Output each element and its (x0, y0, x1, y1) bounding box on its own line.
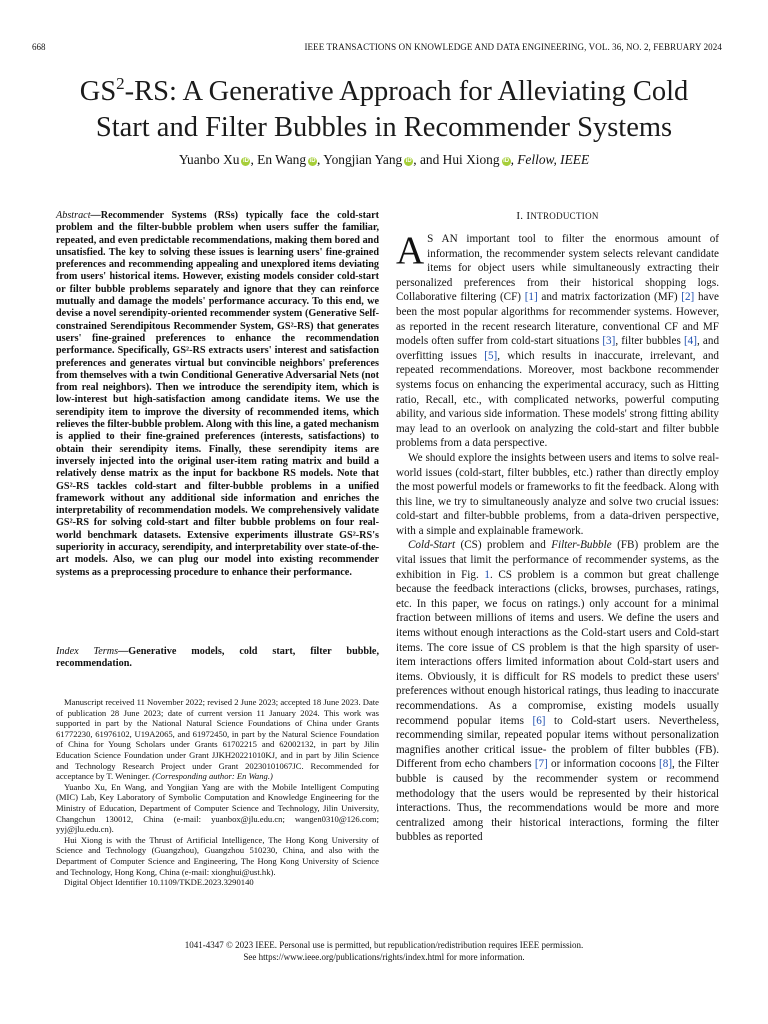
paragraph-text: and matrix factorization (MF) (537, 291, 682, 304)
footnote-corresponding: (Corresponding author: En Wang.) (152, 771, 273, 782)
section-number: I. (516, 210, 527, 222)
page-number: 668 (32, 42, 46, 52)
paragraph-text: have been the most popular algorithms for recommender systems. However, as reported in the recent research literature, conventional CF and MF models often suffer from cold-start situations (396, 291, 719, 348)
author-list (0, 152, 768, 168)
introduction-body (396, 229, 720, 845)
orcid-icon[interactable]: iD (405, 158, 412, 164)
citation-link[interactable]: [8] (659, 758, 673, 771)
paragraph (396, 229, 720, 451)
section-heading (396, 210, 719, 222)
paragraph: We should explore the insights between users and items to solve real-world issues (cold-start, filter bubbles, etc.) rather than directly employ the most powerful models or frameworks to fit the feedback. Along with this line, we try to simultaneously analyze and solve two crucial issues: cold-start and filter-bubble problems, from a data-driven perspective, with a simple and explainable framework. (396, 451, 720, 537)
orcid-icon[interactable]: iD (242, 158, 249, 164)
footnote-doi: Digital Object Identifier 10.1109/TKDE.2023.3290140 (64, 877, 254, 888)
title-line2: Start and Filter Bubbles in Recommender Systems (95, 112, 673, 143)
orcid-icon[interactable]: iD (309, 158, 316, 164)
author-name: , En Wang (250, 152, 307, 167)
paragraph-text: , the Filter bubble is caused by the recommender system or recommend methodology that the users would be represented by their historical interactions. Thus, the recommendations would be more and more centralized among their historical interactions, forming the filter bubbles as reported (396, 758, 719, 844)
citation-link[interactable]: [1] (524, 291, 538, 304)
citation-link[interactable]: [4] (683, 335, 697, 348)
author-name: , Yongjian Yang (317, 152, 403, 167)
copyright-footer (0, 940, 768, 963)
citation-link[interactable]: [3] (602, 335, 616, 348)
paragraph-text: (CS) problem and (455, 539, 552, 552)
paragraph-text: . CS problem is a common but great challenge because the feedback interactions (clicks, browses, purchases, ratings, etc. In this paper, we focus on ratings.) only account for a minimal fraction between millions of items and users. We define the users and items without enough interactions as the Cold-start users and Cold-start items. The core issue of CS problem is that the high sparsity of user-item interactions offers limited information about Cold-start users and items. Obviously, it is difficult for RS models to predict these users' preferences without enough historical ratings, thus leading to inaccurate recommendations. As a compromise, existing models usually recommend popular items (396, 568, 719, 727)
paragraph (396, 538, 719, 844)
term-cold-start: Cold-Start (408, 539, 456, 552)
footnotes (56, 697, 379, 888)
paragraph-text: (FB) problem are the vital issues that limit the performance of recommender systems, as the exhibition in Fig. (396, 539, 719, 581)
paper-title (0, 74, 768, 146)
paragraph-text: to Cold-start users. Nevertheless, recommending similar, repeated popular items without personalization magnifies another critical issue- the problem of filter bubbles (FB). Different from echo chambers (396, 714, 720, 771)
citation-link[interactable]: [7] (534, 758, 548, 771)
abstract-label: Abstract (56, 210, 91, 221)
paragraph-text: S AN important tool to filter the enormous amount of information, the recommender system selects relevant candidate items for object users while simultaneously extracting their personalized preferences from their historical shopping logs. Collaborative filtering (CF) (396, 233, 719, 304)
index-terms-label: Index Terms (56, 646, 119, 657)
index-terms (56, 646, 379, 671)
footnote-affiliation: Hui Xiong is with the Thrust of Artificial Intelligence, The Hong Kong University of Science and Technology (Guangzhou), Guangzhou 510230, China, and also with the Department of Computer Science and Engineering, The Hong Kong University of Science and Technology, Hong Kong, China (e-mail: xionghui@ust.hk). (56, 834, 379, 877)
section-heading-cap: I (526, 210, 531, 222)
paragraph-text: , and overfitting issues (396, 335, 720, 362)
citation-link[interactable]: [2] (681, 291, 695, 304)
citation-link[interactable]: [5] (484, 349, 498, 362)
journal-header: IEEE TRANSACTIONS ON KNOWLEDGE AND DATA ENGINEERING, VOL. 36, NO. 2, FEBRUARY 2024 (304, 42, 722, 52)
citation-link[interactable]: [6] (532, 714, 546, 727)
paragraph-text: , which results in inaccurate, irrelevant, and repeated recommendations. Moreover, most backbone recommender systems focus on enhancing the experimental accuracy, such as Hitting ratio, Recall, etc., with complicated networks, powerful computing ability, and various side information. These models' strong fitting ability may lead to an overlook on analyzing the cold-start and filter bubble problems from a data perspective. (396, 349, 719, 450)
index-terms-text: —Generative models, cold start, filter bubble, recommendation. (56, 646, 379, 670)
section-heading-smallcaps: NTRODUCTION (530, 211, 599, 221)
term-filter-bubble: Filter-Bubble (551, 539, 612, 552)
author-name: Yuanbo Xu (178, 152, 240, 167)
title-rest: -RS: A Generative Approach for Alleviating Cold (124, 76, 689, 107)
figure-link[interactable]: 1 (484, 568, 490, 581)
drop-cap: A (396, 229, 425, 272)
paragraph-text: or information cocoons (547, 758, 660, 771)
footnote-affiliation: Yuanbo Xu, En Wang, and Yongjian Yang are with the Mobile Intelligent Computing (MIC) Lab, Key Laboratory of Symbolic Computation and Knowledge Engineering for the Ministry of Education, Department of Computer Science and Technology, Jilin University, Changchun 130012, China (e-mail: yuanbox@jlu.edu.cn; wangen0310@126.com; yyj@jlu.edu.cn). (56, 781, 379, 835)
author-name: , and Hui Xiong (413, 152, 500, 167)
author-fellow: , Fellow, IEEE (510, 152, 590, 167)
title-prefix: GS (79, 76, 117, 107)
abstract-text: —Recommender Systems (RSs) typically face the cold-start problem and the filter-bubble problem when users suffer the familiar, repeated, and even predictable recommendations, making them bored and unsatisfied. The key to solving these issues is learning users' fine-grained preferences and recommending appealing and unexplored items deviating from users' historical items. However, existing models consider cold-start or filter bubble problems separately and ignore that they can reinforce mutually and damage the models' performance accuracy. To this end, we devise a novel serendipity-oriented recommender system (Generative Self-constrained Serendipitous Recommender System, GS²-RS) that generates users' fine-grained preferences to enhance the recommendation performance. Specifically, GS²-RS extracts users' interest and satisfaction preferences and generates virtual but convincible neighbors' preferences from themselves with a twin Conditional Generative Adversarial Nets (not from real neighbors). Then we introduce the serendipity item, which is low-interest but high-satisfaction among candidate items. We use the serendipity item to improve the diversity of recommended items, which relieves the filter-bubble problem. Along with this line, a gated mechanism is applied to their fine-grained preferences (interests, satisfactions) to obtain their serendipity items. Finally, these serendipity items are inversely injected into the original user-item rating matrix and build a relatively dense matrix as the input for backbone RS models. Note that GS²-RS tackles cold-start and filter-bubble problems in a unified framework without any additional side information and enriches the interpretability of recommendation models. We comprehensively validate GS²-RS for solving cold-start and filter bubble problems on four real-world benchmark datasets. Extensive experiments illustrate GS²-RS's superiority in accuracy, serendipity, and interpretability over state-of-the-art models. Also, we can plug our model into existing recommender systems as a preprocessing procedure to enhance their performance. (56, 210, 379, 578)
copyright-line: 1041-4347 © 2023 IEEE. Personal use is permitted, but republication/redistribution requires IEEE permission. (184, 940, 584, 950)
title-superscript: 2 (116, 74, 125, 93)
footnote-manuscript: Manuscript received 11 November 2022; revised 2 June 2023; accepted 18 June 2023. Date of publication 28 June 2023; date of current version 11 January 2024. This work was supported in part by the National Natural Science Foundations of China under Grants 61772230, 61976102, U19A2065, and 61972450, in part by the Natural Science Foundation of China for Young Scholars under Grants 61702215 and 62002132, in part by Jilin Education Science Foundation under Grant JJKH20221010KJ, and in part by Jilin Science and Technology Research Project under Grant 20230101067JC. Recommended for acceptance by T. Weninger. (56, 697, 379, 782)
rights-link-line: See https://www.ieee.org/publications/rights/index.html for more information. (243, 951, 525, 962)
orcid-icon[interactable]: iD (503, 158, 510, 164)
paragraph-text: , filter bubbles (615, 335, 684, 348)
abstract (56, 210, 379, 579)
